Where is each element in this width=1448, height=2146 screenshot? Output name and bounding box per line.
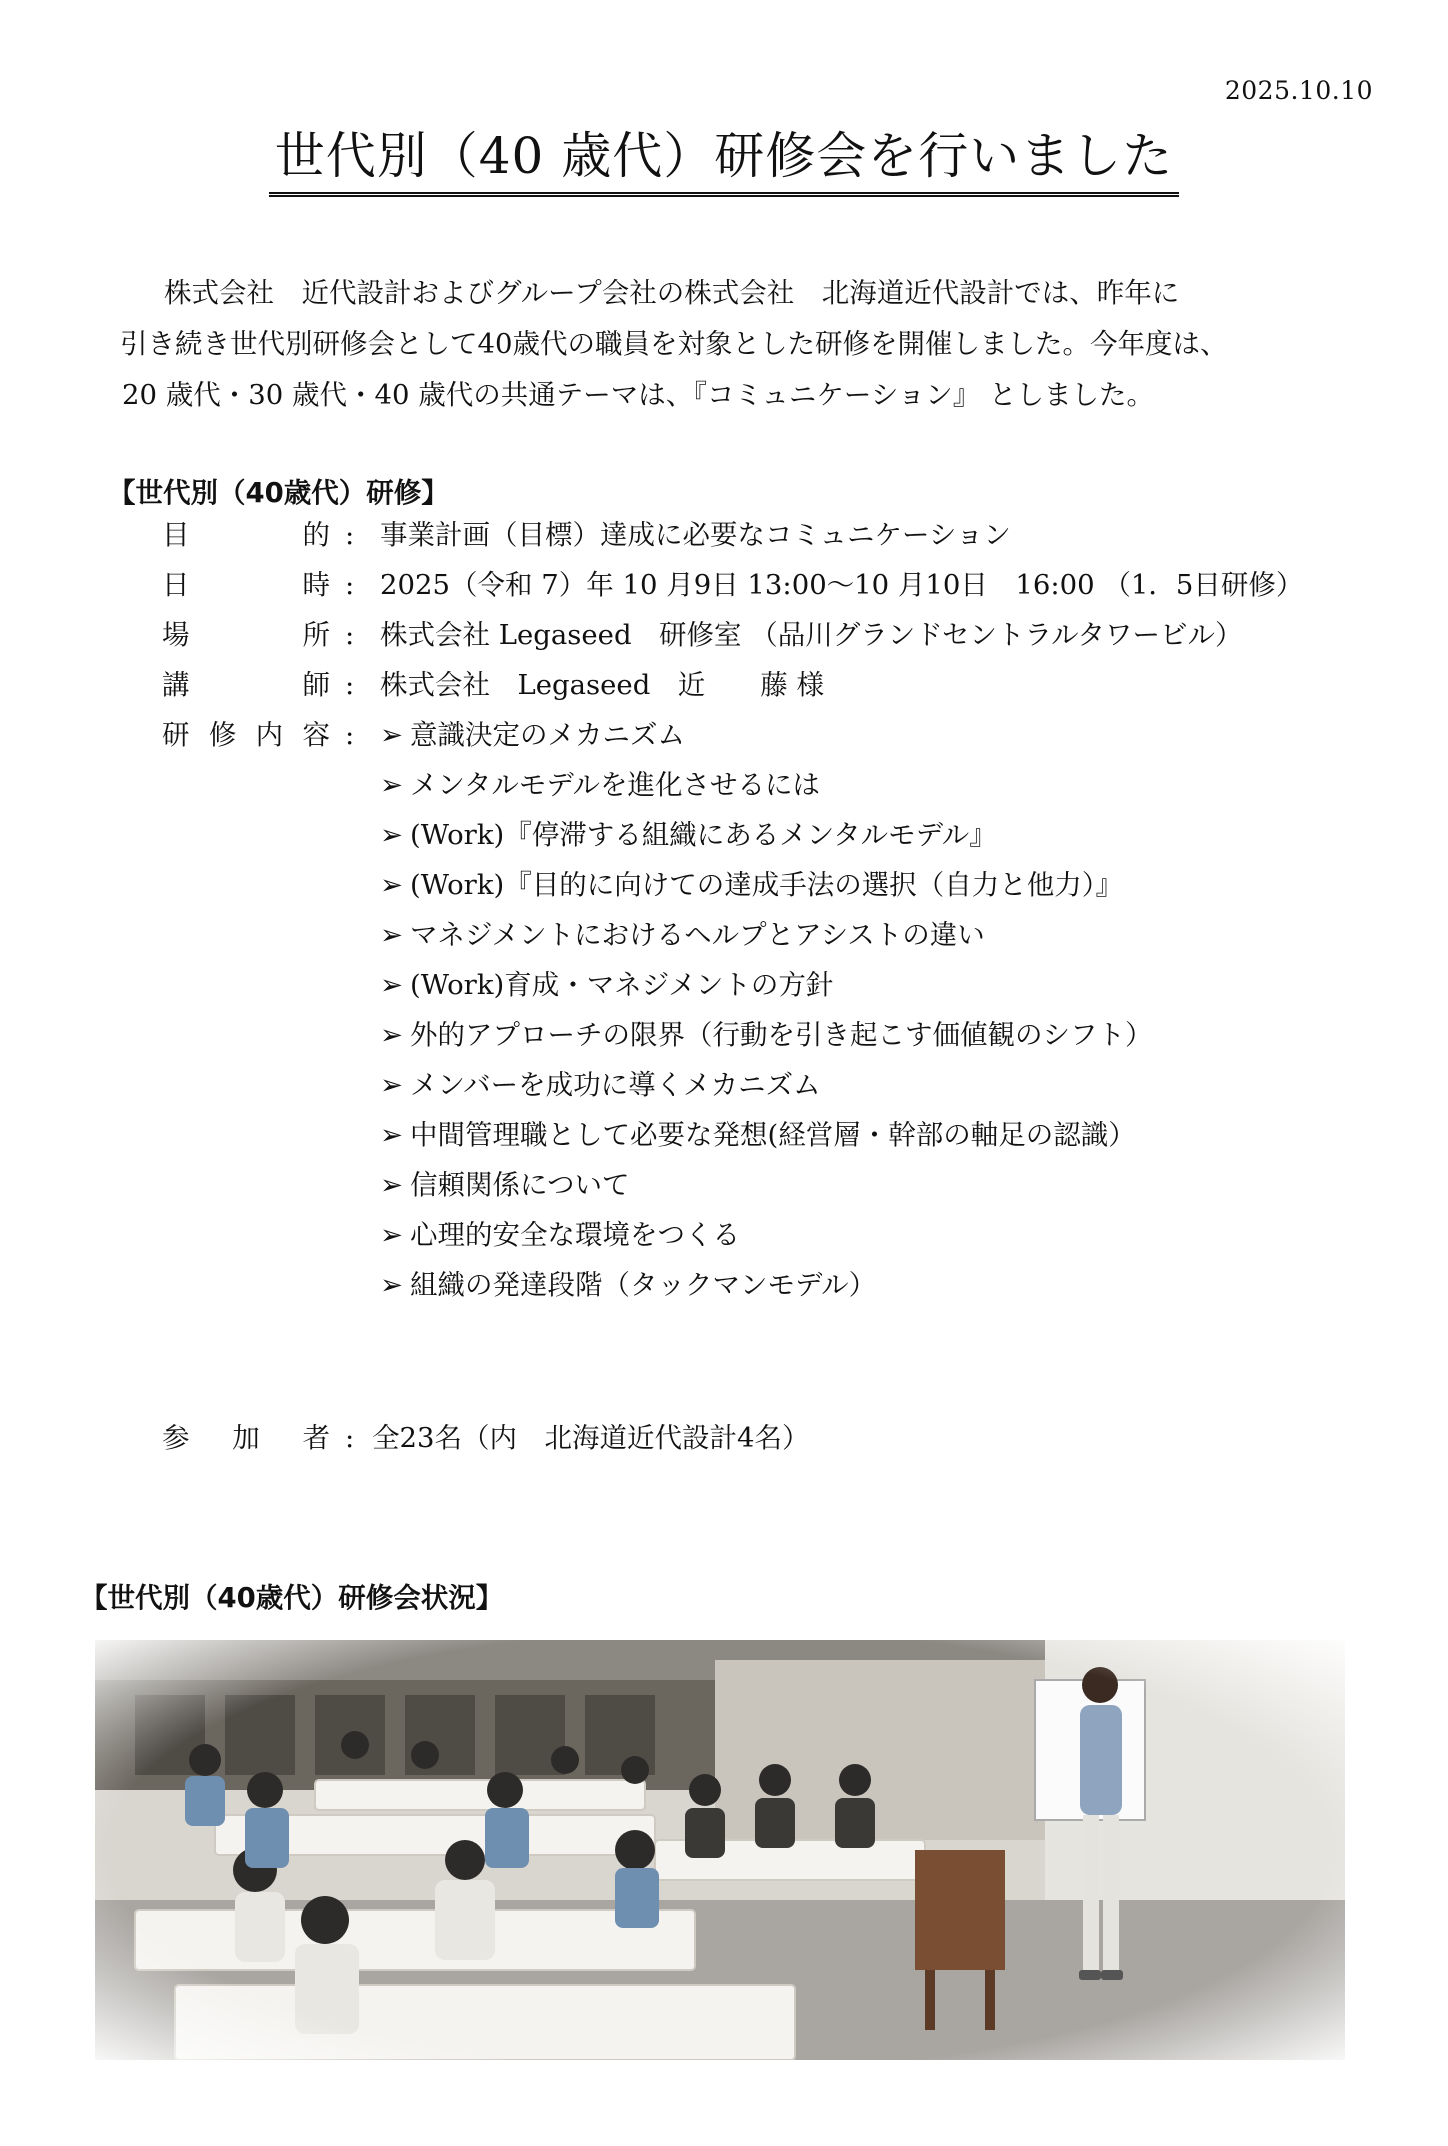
arrow-bullet-icon: ➢ [380, 1269, 404, 1301]
intro-line-1: 株式会社 近代設計およびグループ会社の株式会社 北海道近代設計では、昨年に [164, 277, 1180, 309]
list-item-text: 信頼関係について [410, 1169, 630, 1201]
section-heading-training: 【世代別（40歳代）研修】 [108, 477, 449, 509]
instructor-label-char-1: 講 [162, 669, 190, 701]
list-item [380, 915, 1153, 965]
content-list [380, 715, 1153, 1315]
participants-label-char-1: 参 [162, 1422, 190, 1454]
content-label-char-4: 容 [302, 719, 330, 751]
purpose-label [162, 515, 330, 555]
list-item [380, 1215, 1153, 1265]
arrow-bullet-icon: ➢ [380, 719, 404, 751]
list-item [380, 815, 1153, 865]
list-item-text: マネジメントにおけるヘルプとアシストの違い [410, 919, 985, 951]
list-item-text: 中間管理職として必要な発想(経営層・幹部の軸足の認識） [410, 1119, 1136, 1151]
arrow-bullet-icon: ➢ [380, 1019, 404, 1051]
content-label [162, 715, 330, 755]
arrow-bullet-icon: ➢ [380, 1119, 404, 1151]
participants-value: 全23名（内 北海道近代設計4名） [372, 1422, 810, 1454]
page-title: 世代別（40 歳代）研修会を行いました [269, 128, 1180, 197]
datetime-value: 2025（令和 7）年 10 月9日 13:00～10 月10日 16:00 （1．5日研修） [380, 569, 1304, 601]
instructor-value: 株式会社 Legaseed 近 藤 様 [380, 669, 825, 701]
list-item [380, 715, 1153, 765]
datetime-label-char-2: 時 [302, 569, 330, 601]
arrow-bullet-icon: ➢ [380, 1069, 404, 1101]
intro-line-2: 引き続き世代別研修会として40歳代の職員を対象とした研修を開催しました。今年度は、 [120, 328, 1228, 360]
instructor-label [162, 665, 330, 705]
list-item-text: メンタルモデルを進化させるには [410, 769, 821, 801]
purpose-label-char-2: 的 [302, 519, 330, 551]
list-item [380, 1265, 1153, 1315]
arrow-bullet-icon: ➢ [380, 919, 404, 951]
arrow-bullet-icon: ➢ [380, 1219, 404, 1251]
content-label-char-3: 内 [255, 719, 284, 751]
place-label-char-2: 所 [302, 619, 330, 651]
datetime-label-char-1: 日 [162, 569, 190, 601]
purpose-colon: : [345, 519, 355, 551]
title-container [0, 128, 1448, 197]
place-label [162, 615, 330, 655]
list-item [380, 1115, 1153, 1165]
section-heading-photo: 【世代別（40歳代）研修会状況】 [80, 1582, 504, 1614]
purpose-label-char-1: 目 [162, 519, 190, 551]
place-label-char-1: 場 [162, 619, 190, 651]
list-item [380, 965, 1153, 1015]
list-item-text: メンバーを成功に導くメカニズム [410, 1069, 821, 1101]
training-photo [95, 1640, 1345, 2060]
list-item-text: 意識決定のメカニズム [410, 719, 685, 751]
arrow-bullet-icon: ➢ [380, 769, 404, 801]
content-label-char-1: 研 [162, 719, 190, 751]
arrow-bullet-icon: ➢ [380, 819, 404, 851]
list-item [380, 1065, 1153, 1115]
participants-colon: : [345, 1422, 355, 1454]
datetime-colon: : [345, 569, 355, 601]
list-item-text: 外的アプローチの限界（行動を引き起こす価値観のシフト） [410, 1019, 1153, 1051]
instructor-label-char-2: 師 [302, 669, 330, 701]
content-label-char-2: 修 [208, 719, 237, 751]
list-item-text: 組織の発達段階（タックマンモデル） [410, 1269, 877, 1301]
instructor-colon: : [345, 669, 355, 701]
participants-label [162, 1418, 330, 1458]
list-item [380, 765, 1153, 815]
place-value: 株式会社 Legaseed 研修室 （品川グランドセントラルタワービル） [380, 619, 1243, 651]
list-item-text: (Work)育成・マネジメントの方針 [410, 969, 834, 1001]
intro-line-3: 20 歳代・30 歳代・40 歳代の共通テーマは、『コミュニケーション』 としました。 [122, 379, 1155, 411]
intro-paragraph [122, 268, 1352, 421]
arrow-bullet-icon: ➢ [380, 869, 404, 901]
purpose-value: 事業計画（目標）達成に必要なコミュニケーション [380, 519, 1011, 551]
content-colon: : [345, 719, 355, 751]
document-date: 2025.10.10 [1224, 76, 1373, 105]
participants-label-char-3: 者 [302, 1422, 330, 1454]
training-photo-illustration [95, 1640, 1345, 2060]
list-item [380, 1015, 1153, 1065]
list-item-text: 心理的安全な環境をつくる [410, 1219, 740, 1251]
datetime-label [162, 565, 330, 605]
list-item [380, 865, 1153, 915]
place-colon: : [345, 619, 355, 651]
list-item-text: (Work)『停滞する組織にあるメンタルモデル』 [410, 819, 997, 851]
participants-label-char-2: 加 [232, 1422, 260, 1454]
list-item [380, 1165, 1153, 1215]
arrow-bullet-icon: ➢ [380, 1169, 404, 1201]
arrow-bullet-icon: ➢ [380, 969, 404, 1001]
list-item-text: (Work)『目的に向けての達成手法の選択（自力と他力）』 [410, 869, 1123, 901]
